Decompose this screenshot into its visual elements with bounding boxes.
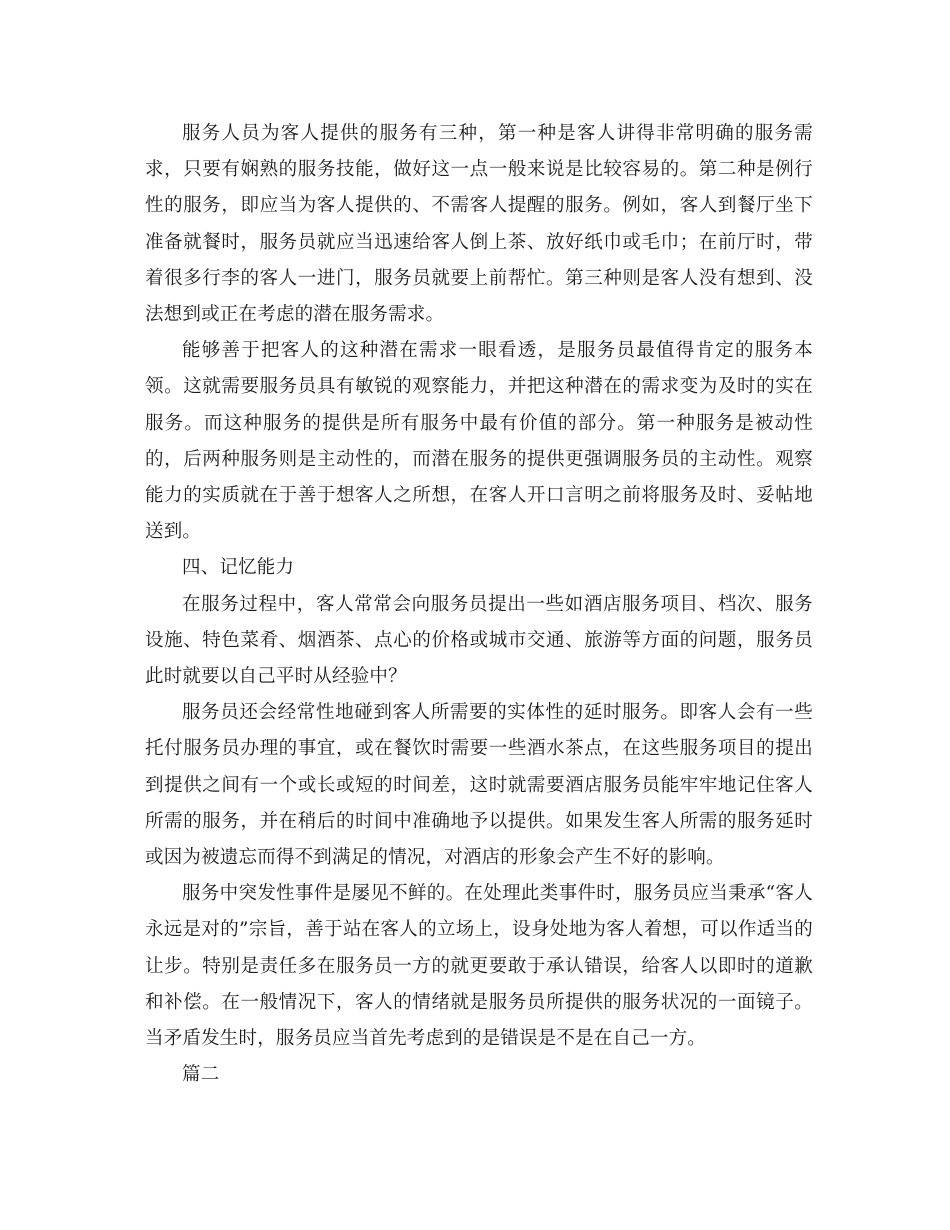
paragraph-service-types: 服务人员为客人提供的服务有三种，第一种是客人讲得非常明确的服务需求，只要有娴熟的服务技能，做好这一点一般来说是比较容易的。第二种是例行性的服务，即应当为客人提供的、不需客人提醒的服务。例如，客人到餐厅坐下准备就餐时，服务员就应当迅速给客人倒上茶、放好纸巾或毛巾；在前厅时，带着很多行李的客人一进门，服务员就要上前帮忙。第三种则是客人没有想到、没法想到或正在考虑的潜在服务需求。	[145, 123, 813, 326]
paragraph-emergency-handling: 服务中突发性事件是屡见不鲜的。在处理此类事件时，服务员应当秉承“客人永远是对的”宗旨，善于站在客人的立场上，设身处地为客人着想，可以作适当的让步。特别是责任多在服务员一方的就更要敢于承认错误，给客人以即时的道歉和补偿。在一般情况下，客人的情绪就是服务员所提供的服务状况的一面镜子。当矛盾发生时，服务员应当首先考虑到的是错误是不是在自己一方。	[145, 883, 813, 1050]
paragraph-observation-ability: 能够善于把客人的这种潜在需求一眼看透，是服务员最值得肯定的服务本领。这就需要服务员具有敏锐的观察能力，并把这种潜在的需求变为及时的实在服务。而这种服务的提供是所有服务中最有价值的部分。第一种服务是被动性的，后两种服务则是主动性的，而潜在服务的提供更强调服务员的主动性。观察能力的实质就在于善于想客人之所想，在客人开口言明之前将服务及时、妥帖地送到。	[145, 340, 813, 543]
paragraph-customer-questions: 在服务过程中，客人常常会向服务员提出一些如酒店服务项目、档次、服务设施、特色菜肴、烟酒茶、点心的价格或城市交通、旅游等方面的问题，服务员此时就要以自己平时从经验中？	[145, 593, 813, 688]
paragraph-delayed-service: 服务员还会经常性地碰到客人所需要的实体性的延时服务。即客人会有一些托付服务员办理的事宜，或在餐饮时需要一些酒水茶点，在这些服务项目的提出到提供之间有一个或长或短的时间差，这时就需要酒店服务员能牢牢地记住客人所需的服务，并在稍后的时间中准确地予以提供。如果发生客人所需的服务延时或因为被遗忘而得不到满足的情况，对酒店的形象会产生不好的影响。	[145, 702, 813, 869]
section-heading-part-two: 篇二	[182, 1064, 220, 1086]
section-heading-memory-ability: 四、记忆能力	[182, 557, 295, 579]
document-body	[145, 116, 813, 1093]
